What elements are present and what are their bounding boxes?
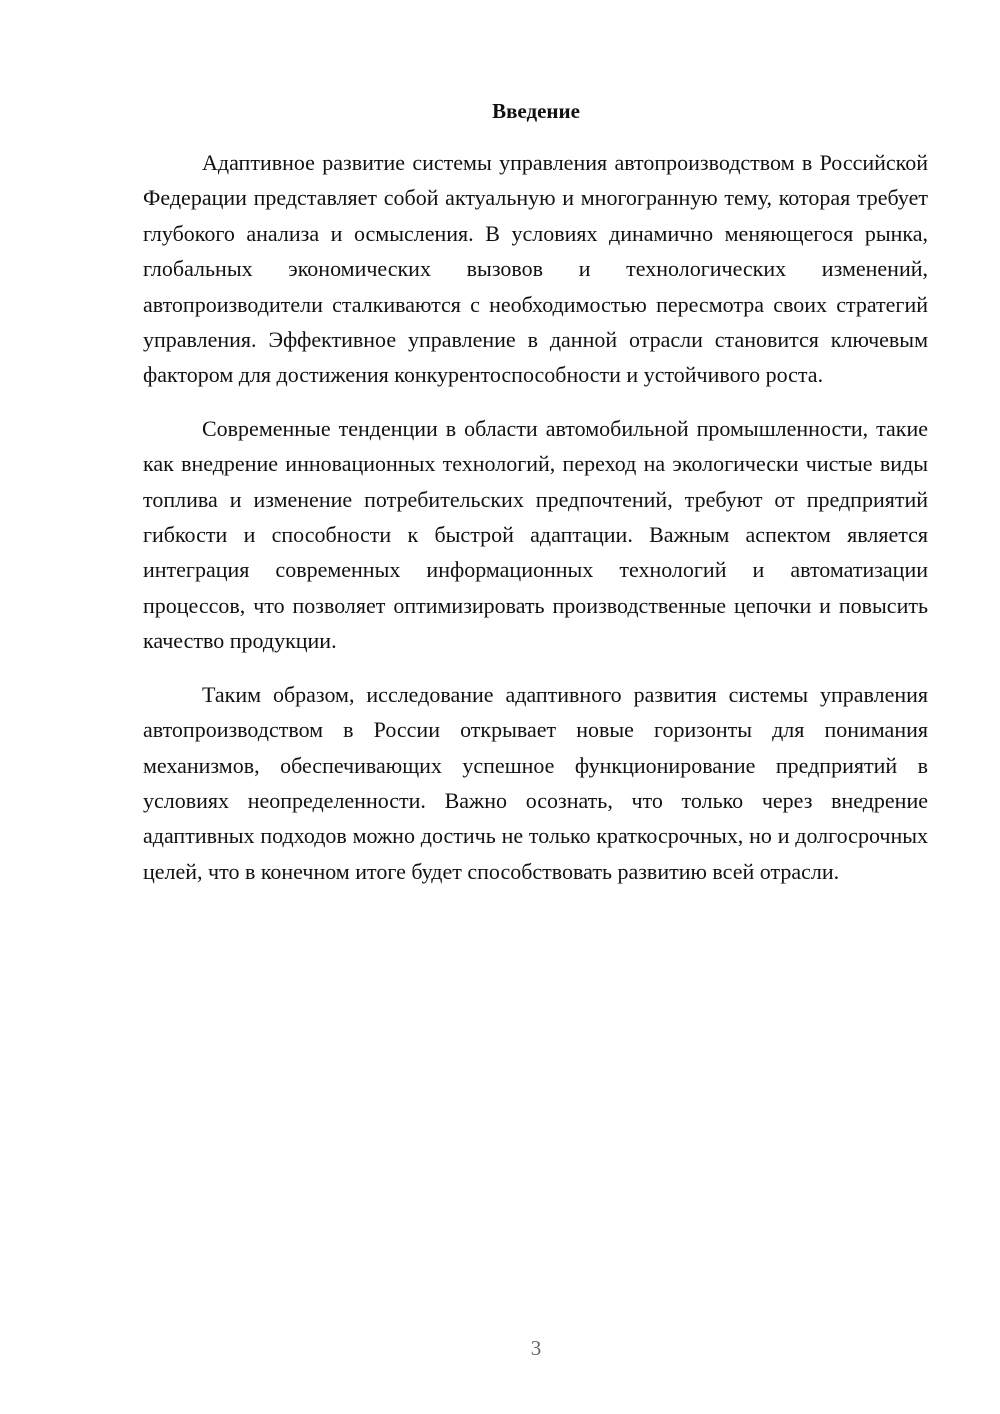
page-number: 3 — [530, 1336, 542, 1360]
paragraph-2: Современные тенденции в области автомобильной промышленности, такие как внедрение инновационных технологий, переход на экологически чистые виды топлива и изменение потребительских предпочтений, требуют от предприятий гибкости и способности к быстрой адаптации. Важным аспектом является интеграция современных информационных технологий и автоматизации процессов, что позволяет оптимизировать производственные цепочки и повысить качество продукции. — [143, 415, 928, 654]
paragraph-3: Таким образом, исследование адаптивного развития системы управления автопроизводством в России открывает новые горизонты для понимания механизмов, обеспечивающих успешное функционирование предприятий в условиях неопределенности. Важно осознать, что только через внедрение адаптивных подходов можно достичь не только краткосрочных, но и долгосрочных целей, что в конечном итоге будет способствовать развитию всей отрасли. — [143, 681, 928, 884]
section-heading: Введение — [492, 99, 580, 123]
body-text — [143, 145, 928, 889]
paragraph-1: Адаптивное развитие системы управления автопроизводством в Российской Федерации представляет собой актуальную и многогранную тему, которая требует глубокого анализа и осмысления. В условиях динамично меняющегося рынка, глобальных экономических вызовов и технологических изменений, автопроизводители сталкиваются с необходимостью пересмотра своих стратегий управления. Эффективное управление в данной отрасли становится ключевым фактором для достижения конкурентоспособности и устойчивого роста. — [143, 150, 928, 388]
